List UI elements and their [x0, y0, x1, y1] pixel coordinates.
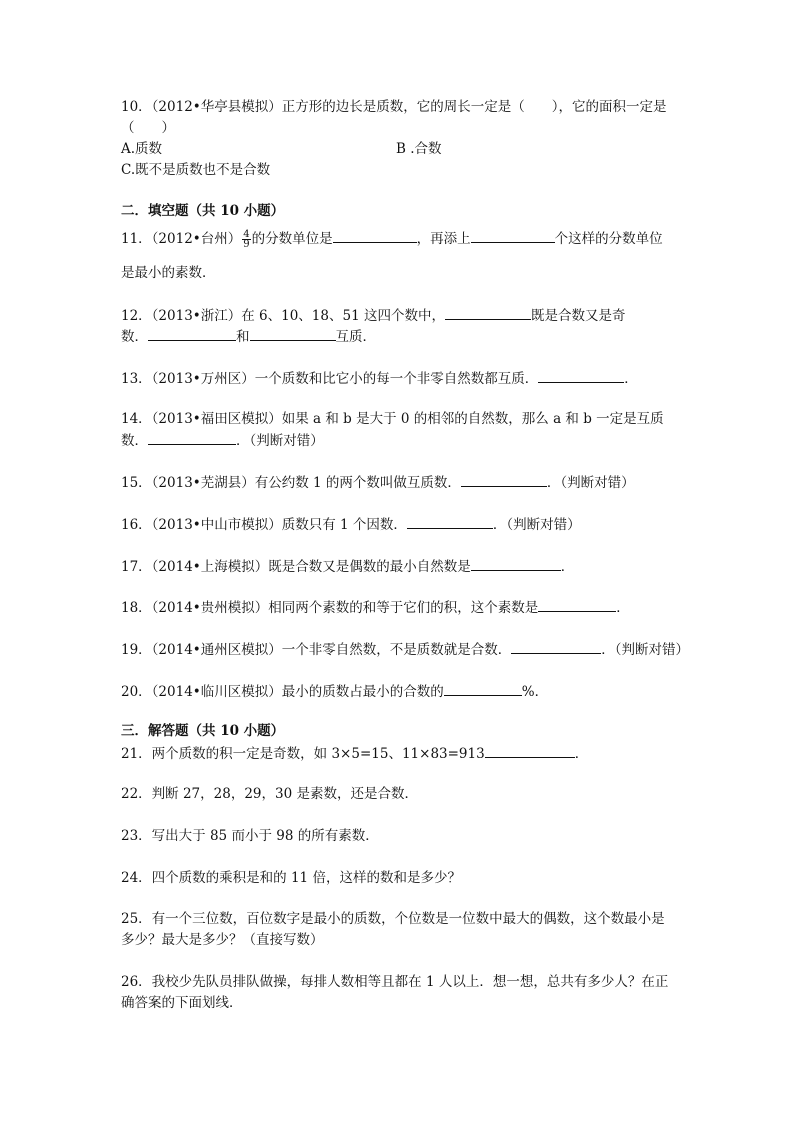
- question-12-text-a: 12．（2013•浙江）在 6、10、18、51 这四个数中，: [121, 308, 445, 324]
- question-20-tail: %．: [521, 684, 549, 700]
- question-19: [121, 639, 689, 661]
- question-12-text-b: 既是合数又是奇: [530, 308, 626, 324]
- answer-blank[interactable]: [471, 556, 561, 571]
- question-11-text-b: ，再添上: [416, 231, 471, 247]
- question-13-text: 13．（2013•万州区）一个质数和比它小的每一个非零自然数都互质．: [121, 371, 539, 387]
- question-14-text-a: 数．: [121, 433, 148, 449]
- question-23: 23．写出大于 85 而小于 98 的所有素数．: [121, 828, 379, 844]
- question-12-text-d: 和: [236, 329, 250, 345]
- answer-blank[interactable]: [538, 597, 616, 612]
- question-14-line1: 14．（2013•福田区模拟）如果 a 和 b 是大于 0 的相邻的自然数，那么 a 和 b 一定是互质: [121, 411, 664, 427]
- answer-blank[interactable]: [471, 228, 555, 243]
- question-26-line2: 确答案的下面划线．: [121, 995, 243, 1011]
- answer-blank[interactable]: [250, 326, 336, 341]
- question-24: 24．四个质数的乘积是和的 11 倍，这样的数和是多少？: [121, 870, 461, 886]
- question-17: [121, 556, 681, 578]
- question-16-text: 16．（2013•中山市模拟）质数只有 1 个因数．: [121, 517, 407, 533]
- answer-blank[interactable]: [461, 472, 547, 487]
- answer-blank[interactable]: [148, 430, 236, 445]
- question-11-line2: 是最小的素数．: [121, 265, 216, 281]
- option-b: B .合数: [396, 141, 442, 157]
- answer-blank[interactable]: [444, 681, 522, 696]
- question-20: [121, 681, 681, 703]
- section-heading-fill-in: 二．填空题（共 10 小题）: [121, 203, 285, 219]
- question-21-tail: ．: [574, 746, 589, 762]
- answer-blank[interactable]: [148, 326, 236, 341]
- fraction-numerator: 4: [243, 229, 250, 240]
- answer-blank[interactable]: [407, 514, 493, 529]
- section-heading-solve: 三．解答题（共 10 小题）: [121, 723, 285, 739]
- question-12-line1: [121, 305, 681, 327]
- fraction-four-ninths: [242, 230, 250, 249]
- question-16-tail: ．（判断对错）: [492, 517, 581, 533]
- question-25-line2: 多少？最大是多少？（直接写数）: [121, 932, 324, 948]
- answer-blank[interactable]: [485, 743, 575, 758]
- question-19-text: 19．（2014•通州区模拟）一个非零自然数，不是质数就是合数．: [121, 642, 512, 658]
- question-17-text: 17．（2014•上海模拟）既是合数又是偶数的最小自然数是: [121, 559, 471, 575]
- question-10-line2: （ ）: [121, 120, 175, 136]
- question-22: 22．判断 27，28，29，30 是素数，还是合数．: [121, 786, 418, 802]
- question-17-tail: ．: [560, 559, 575, 575]
- question-15-text: 15．（2013•芜湖县）有公约数 1 的两个数叫做互质数．: [121, 475, 461, 491]
- answer-blank[interactable]: [511, 639, 601, 654]
- answer-blank[interactable]: [538, 368, 624, 383]
- option-c: C.既不是质数也不是合数: [121, 162, 271, 178]
- answer-blank[interactable]: [445, 305, 531, 320]
- question-16: [121, 514, 681, 536]
- question-14-line2: [121, 430, 681, 452]
- question-15: [121, 472, 681, 494]
- question-18-text: 18．（2014•贵州模拟）相同两个素数的和等于它们的积，这个素数是: [121, 600, 539, 616]
- question-21-text: 21．两个质数的积一定是奇数，如 3×5=15、11×83=913: [121, 746, 485, 762]
- question-15-tail: ．（判断对错）: [546, 475, 635, 491]
- question-20-text: 20．（2014•临川区模拟）最小的质数占最小的合数的: [121, 684, 444, 700]
- question-18: [121, 597, 681, 619]
- question-12-text-e: 互质．: [335, 329, 376, 345]
- question-21: [121, 743, 681, 765]
- question-12-line2: [121, 326, 681, 348]
- question-11-text-c: 个这样的分数单位: [554, 231, 663, 247]
- question-26-line1: 26．我校少先队员排队做操，每排人数相等且都在 1 人以上．想一想，总共有多少人？在正: [121, 974, 669, 990]
- question-19-tail: ．（判断对错）: [601, 642, 689, 658]
- question-11-prefix: 11．（2012•台州）: [121, 231, 242, 247]
- question-18-tail: ．: [616, 600, 630, 616]
- question-13: [121, 368, 681, 390]
- question-10-line1: 10．（2012•华亭县模拟）正方形的边长是质数，它的周长一定是（ ），它的面积一定是: [121, 99, 667, 115]
- question-11-line1: [121, 228, 681, 250]
- question-10-options-row: [121, 139, 681, 160]
- option-a: A.质数: [121, 141, 163, 157]
- fraction-denominator: 9: [243, 239, 250, 250]
- question-12-text-c: 数．: [121, 329, 148, 345]
- question-11-text-a: 的分数单位是: [251, 231, 333, 247]
- question-14-text-b: ．（判断对错）: [236, 433, 324, 449]
- question-13-tail: ．: [624, 371, 638, 387]
- answer-blank[interactable]: [333, 228, 417, 243]
- question-25-line1: 25．有一个三位数，百位数字是最小的质数，个位数是一位数中最大的偶数，这个数最小是: [121, 911, 665, 927]
